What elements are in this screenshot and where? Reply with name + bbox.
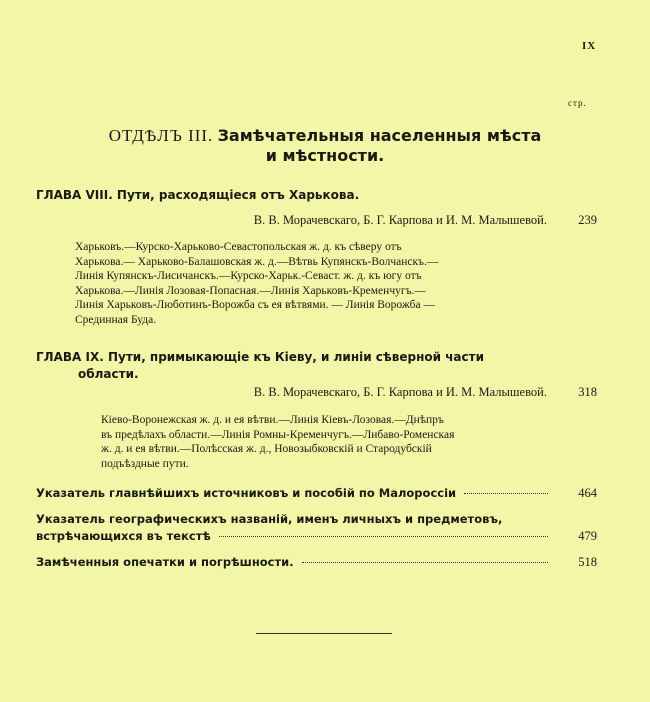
description-line: въ предѣлахъ области.—Линія Ромны-Кременчугъ.—Либаво-Роменская bbox=[101, 428, 455, 441]
dot-leader bbox=[464, 493, 548, 494]
chapter-page: 318 bbox=[578, 385, 597, 399]
index-entry bbox=[36, 486, 556, 500]
description-line: подъѣздные пути. bbox=[101, 457, 189, 470]
closing-rule bbox=[256, 633, 392, 634]
index-entry-page: 479 bbox=[578, 529, 597, 543]
chapter-description bbox=[75, 240, 555, 327]
chapter-description bbox=[101, 413, 556, 471]
chapter-heading-continuation: области. bbox=[78, 367, 139, 381]
description-line: Линія Купянскъ-Лисичанскъ.—Курско-Харьк.-Севаст. ж. д. къ югу отъ bbox=[75, 270, 422, 282]
chapter-authors: В. В. Морачевскаго, Б. Г. Карпова и И. М. Малышевой. bbox=[253, 213, 547, 227]
index-entry-page: 464 bbox=[578, 486, 597, 500]
section-title-line2: и мѣстности. bbox=[265, 146, 385, 165]
index-entry-title: Указатель географическихъ названій, именъ личныхъ и предметовъ, bbox=[36, 512, 503, 526]
section-title-line1: Замѣчательныя населенныя мѣста bbox=[217, 126, 542, 145]
description-line: Кіево-Воронежская ж. д. и ея вѣтви.—Линія Кіевъ-Лозовая.—Днѣпръ bbox=[101, 414, 444, 426]
index-entry-title: Замѣченныя опечатки и погрѣшности. bbox=[36, 555, 294, 569]
section-lead: ОТДѢЛЪ III. bbox=[108, 126, 214, 145]
chapter-heading: ГЛАВА IX. Пути, примыкающіе къ Кіеву, и линіи сѣверной части bbox=[36, 350, 485, 364]
section-title bbox=[0, 126, 650, 166]
chapter-heading: ГЛАВА VIII. Пути, расходящіеся отъ Харькова. bbox=[36, 188, 360, 202]
index-entry-title-continuation: встрѣчающихся въ текстѣ bbox=[36, 529, 211, 543]
dot-leader bbox=[302, 562, 548, 563]
index-entry bbox=[36, 555, 556, 569]
chapter-authors: В. В. Морачевскаго, Б. Г. Карпова и И. М. Малышевой. bbox=[253, 385, 547, 399]
description-line: Харькова.— Харьково-Балашовская ж. д.—Вѣтвь Купянскъ-Волчанскъ.— bbox=[75, 255, 439, 268]
description-line: Харьковъ.—Курско-Харьково-Севастопольская ж. д. къ сѣверу отъ bbox=[75, 241, 402, 253]
page-column-label: стр. bbox=[568, 98, 587, 108]
dot-leader bbox=[219, 536, 548, 537]
description-line: ж. д. и ея вѣтви.—Полѣсская ж. д., Новозыбковскій и Стародубскій bbox=[101, 443, 432, 455]
description-line: Харькова.—Линія Лозовая-Попасная.—Линія Харьковъ-Кременчугъ.— bbox=[75, 284, 426, 297]
description-line: Срединная Буда. bbox=[75, 313, 157, 326]
chapter-page: 239 bbox=[578, 213, 597, 227]
index-entry bbox=[36, 512, 556, 543]
page-number: IX bbox=[582, 40, 597, 52]
index-entry-page: 518 bbox=[578, 555, 597, 569]
description-line: Линія Харьковъ-Люботинъ-Ворожба съ ея вѣтвями. — Линія Ворожба — bbox=[75, 299, 435, 311]
index-entry-title: Указатель главнѣйшихъ источниковъ и пособій по Малороссіи bbox=[36, 486, 457, 500]
